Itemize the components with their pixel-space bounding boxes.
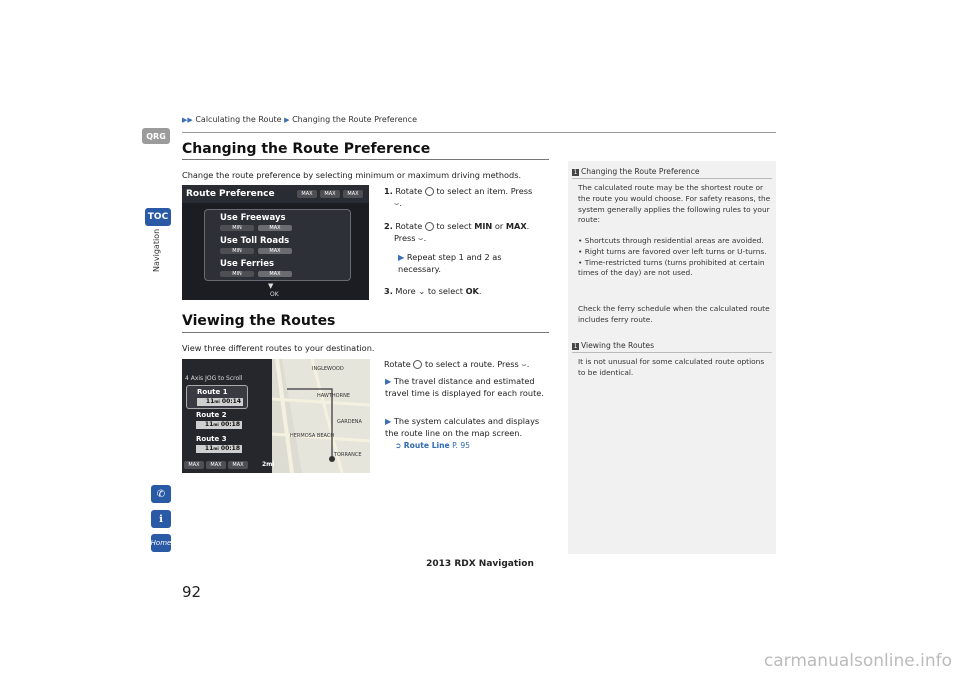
note-divider	[572, 178, 772, 179]
interface-dial-icon	[425, 222, 434, 231]
screen-title: Route Preference	[186, 189, 275, 199]
list-item: • Time-restricted turns (turns prohibited at certain times of the day) are not used.	[578, 257, 765, 278]
min-option[interactable]: MIN	[220, 271, 254, 277]
note-divider	[572, 352, 772, 353]
breadcrumb-item[interactable]: Changing the Route Preference	[292, 115, 418, 124]
title-rule	[182, 159, 549, 160]
place-label: HERMOSA BEACH	[290, 433, 335, 439]
interface-dial-icon	[425, 187, 434, 196]
arrow-icon: ▶	[284, 116, 290, 124]
footer-title: 2013 RDX Navigation	[426, 559, 534, 569]
step-3: 3. More ⌄ to select OK.	[384, 286, 482, 296]
note-body: The calculated route may be the shortest route or the route you would choose. For safety reasons, the system generally applies the following rules to your route:	[578, 183, 771, 225]
routes-map-screenshot	[182, 359, 370, 473]
max-tag: MAX	[184, 461, 204, 469]
map-scale: 2mi	[262, 461, 275, 468]
ferries-label: Use Ferries	[220, 259, 275, 269]
move-down-icon: ⌄	[418, 286, 426, 296]
max-tag: MAX	[206, 461, 226, 469]
arrow-icon: ▶	[398, 252, 405, 262]
section-title: Viewing the Routes	[182, 313, 336, 329]
enter-icon: ⌣	[394, 197, 400, 208]
note-body: It is not unusual for some calculated route options to be identical.	[578, 357, 765, 377]
freeways-label: Use Freeways	[220, 213, 286, 223]
place-label: INGLEWOOD	[312, 366, 344, 372]
home-icon[interactable]: Home	[151, 534, 171, 552]
breadcrumb-item[interactable]: Calculating the Route	[195, 115, 282, 124]
max-tag: MAX	[228, 461, 248, 469]
step-1: 1. Rotate to select an item. Press ⌣.	[384, 186, 533, 208]
max-option[interactable]: MAX	[258, 225, 292, 231]
page-number: 92	[182, 583, 202, 601]
list-item: • Shortcuts through residential areas are avoided.	[578, 236, 764, 245]
route-preference-screenshot	[182, 185, 369, 300]
note-bullets	[578, 236, 772, 279]
ok-button[interactable]: OK	[270, 291, 279, 298]
route-item[interactable]: Route 1 11mi 00:14	[186, 385, 248, 409]
watermark: carmanualsonline.info	[763, 651, 952, 671]
section-intro: View three different routes to your destination.	[182, 343, 375, 353]
screen-title: 4 Axis JOG to Scroll	[185, 375, 243, 382]
note-heading: 1 Changing the Route Preference	[573, 167, 700, 176]
route-note-1: ▶ The travel distance and estimated travel time is displayed for each route.	[385, 376, 544, 398]
header-divider	[182, 132, 776, 133]
route-line-link[interactable]: ➲ Route Line P. 95	[395, 441, 471, 450]
voice-command-icon[interactable]: ✆	[151, 485, 171, 503]
title-rule	[182, 332, 549, 333]
breadcrumb	[182, 115, 417, 124]
max-tag: MAX	[297, 190, 317, 198]
list-item: • Right turns are favored over left turns or U-turns.	[578, 246, 767, 256]
min-option[interactable]: MIN	[220, 248, 254, 254]
route-item[interactable]: Route 3 11mi 00:18	[196, 435, 240, 452]
note-tail: Check the ferry schedule when the calculated route includes ferry route.	[578, 304, 770, 324]
arrow-icon: ▶	[385, 376, 392, 386]
place-label: TORRANCE	[334, 452, 362, 458]
place-label: HAWTHORNE	[317, 393, 350, 399]
route-note-2: ▶ The system calculates and displays the route line on the map screen.	[385, 416, 540, 438]
step-2: 2. Rotate to select MIN or MAX. Press ⌣.	[384, 221, 530, 243]
max-tag: MAX	[343, 190, 363, 198]
arrow-icon: ▶▶	[182, 116, 193, 124]
max-tag: MAX	[320, 190, 340, 198]
section-intro: Change the route preference by selecting minimum or maximum driving methods.	[182, 170, 522, 180]
qrg-tab[interactable]: QRG	[142, 128, 170, 144]
enter-icon: ⌣	[521, 359, 527, 369]
route-item[interactable]: Route 2 11mi 00:18	[196, 411, 240, 428]
enter-icon: ⌣	[418, 232, 424, 243]
section-tab-label: Navigation	[152, 228, 161, 272]
arrow-icon: ▶	[385, 416, 392, 426]
note-heading: 1 Viewing the Routes	[573, 341, 655, 350]
max-option[interactable]: MAX	[258, 271, 292, 277]
place-label: GARDENA	[337, 419, 362, 425]
chevron-down-icon: ▼	[268, 282, 274, 290]
toll-roads-label: Use Toll Roads	[220, 236, 290, 246]
route-step: Rotate to select a route. Press ⌣.	[384, 359, 530, 369]
info-icon[interactable]: ℹ	[151, 510, 171, 528]
min-option[interactable]: MIN	[220, 225, 254, 231]
link-arrow-icon: ➲	[395, 441, 402, 450]
max-option[interactable]: MAX	[258, 248, 292, 254]
step-2-note: ▶ Repeat step 1 and 2 as necessary.	[398, 252, 502, 274]
interface-dial-icon	[413, 360, 422, 369]
page-title: Changing the Route Preference	[182, 141, 431, 157]
toc-tab[interactable]: TOC	[145, 208, 171, 226]
